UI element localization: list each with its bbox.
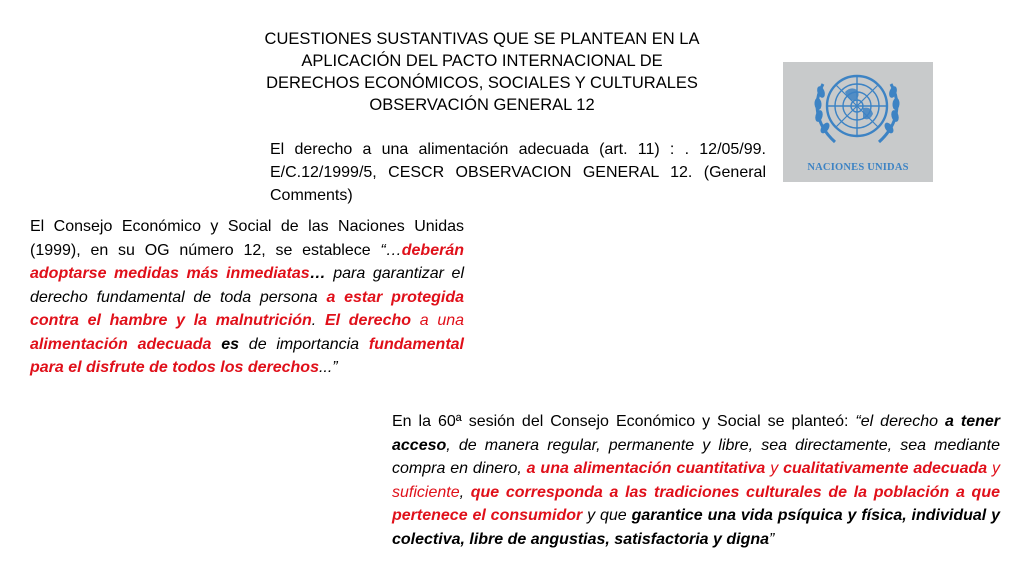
text-segment: que corresponda a las tradiciones culturales de la población a que pertenece el consumidor: [392, 483, 1001, 524]
text-segment: fundamental para el disfrute de todos los derechos: [30, 335, 464, 376]
text-segment: .: [311, 312, 325, 329]
quote-paragraph-og12: [30, 215, 464, 380]
logo-caption: NACIONES UNIDAS: [807, 162, 909, 173]
text-segment: deberán adoptarse medidas más inmediatas: [30, 241, 464, 282]
text-segment: a una: [411, 312, 465, 329]
text-segment: ...”: [318, 359, 338, 376]
text-segment: garantice una vida psíquica y física, individual y colectiva, libre de angustias, satisfactoria y digna: [392, 507, 1001, 548]
text-segment: En la 60ª sesión del Consejo Económico y Social se planteó:: [392, 413, 856, 430]
un-logo: [783, 62, 933, 182]
text-segment: El Consejo Económico y Social de las Naciones Unidas (1999), en su OG número 12, se establece: [30, 218, 464, 259]
text-segment: y: [765, 460, 784, 477]
text-segment: “…: [380, 241, 402, 259]
text-segment: de importancia: [239, 335, 369, 353]
document-reference: El derecho a una alimentación adecuada (art. 11) : . 12/05/99. E/C.12/1999/5, CESCR OBSERVACION GENERAL 12. (General Comments): [270, 141, 766, 204]
text-segment: , de manera regular, permanente y libre, sea directamente, sea mediante compra en dinero,: [392, 436, 1000, 477]
page-title: CUESTIONES SUSTANTIVAS QUE SE PLANTEAN EN LA APLICACIÓN DEL PACTO INTERNACIONAL DE DERECHOS ECONÓMICOS, SOCIALES Y CULTURALES OBSERVACIÓN GENERAL 12: [264, 30, 700, 114]
text-segment: …: [309, 265, 334, 282]
text-segment: a estar protegida contra el hambre y la malnutrición: [30, 288, 464, 329]
text-segment: El derecho: [324, 312, 412, 329]
text-segment: ,: [459, 483, 471, 501]
text-segment: cualitativamente adecuada: [783, 460, 988, 477]
text-segment: “el derecho: [855, 413, 945, 430]
text-segment: alimentación adecuada: [30, 335, 212, 353]
text-segment: es: [211, 335, 239, 353]
text-segment: a tener acceso: [392, 413, 1001, 454]
quote-paragraph-60th-session: [392, 410, 1000, 551]
text-segment: ”: [769, 530, 775, 548]
text-segment: a una alimentación cuantitativa: [526, 460, 766, 477]
text-segment: y suficiente: [392, 460, 1001, 501]
text-segment: y que: [582, 507, 632, 524]
text-segment: para garantizar el derecho fundamental de toda persona: [30, 265, 464, 306]
